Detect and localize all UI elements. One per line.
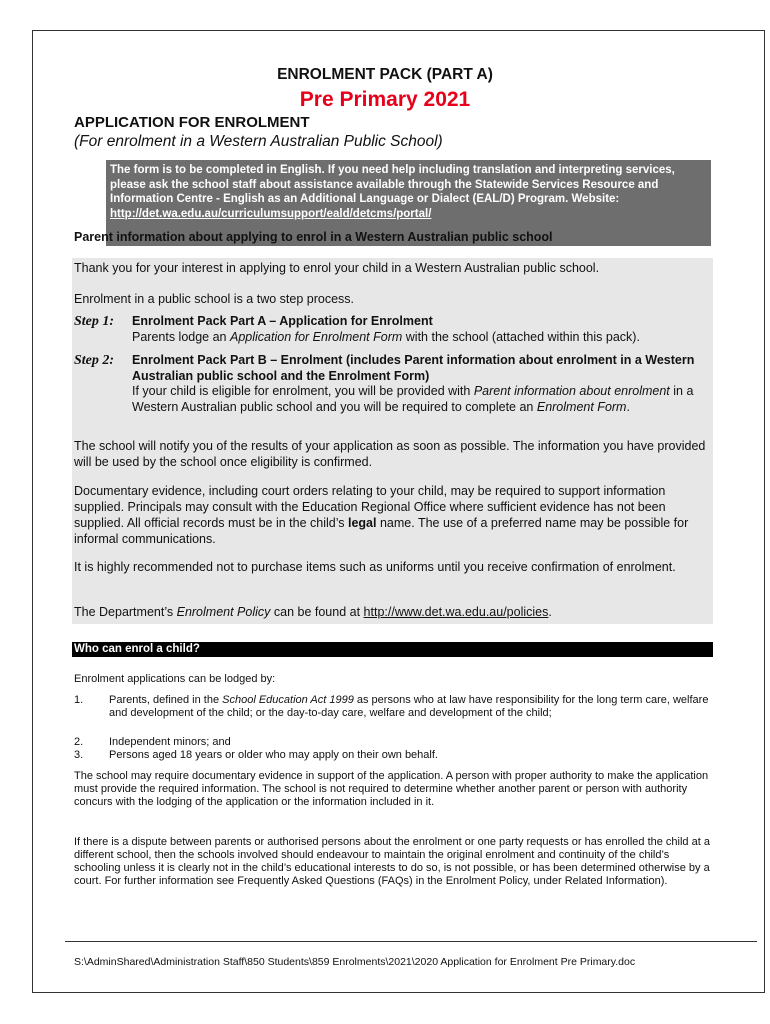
list-item-text-b: as persons who at law have responsibility for the long term care, welfare and development of the child; or the day-to-day care, welfare and development of the child; xyxy=(109,694,709,719)
step-2-text-italic-b: Enrolment Form xyxy=(536,399,627,414)
step-1-label: Step 1: xyxy=(74,314,115,329)
footer-file-path: S:\AdminShared\Administration Staff\850 Students\859 Enrolments\2021\2020 Application for Enrolment Pre Primary.doc xyxy=(74,956,636,968)
evidence-text xyxy=(74,483,714,547)
eald-link[interactable]: http://det.wa.edu.au/curriculumsupport/eald/detcms/portal/ xyxy=(110,207,432,220)
list-item-text: Independent minors; and xyxy=(109,736,231,748)
list-item-number: 2. xyxy=(74,736,84,748)
step-2-text-c: . xyxy=(626,399,630,414)
list-item xyxy=(74,694,714,734)
footer-divider xyxy=(65,941,757,942)
step-2-text-b: in a Western Australian public school and you will be required to complete an xyxy=(132,384,694,414)
uniforms-text: It is highly recommended not to purchase items such as uniforms until you receive confirmation of enrolment. xyxy=(74,560,676,574)
evidence-text-b: name. The use of a preferred name may be possible for informal communications. xyxy=(74,516,689,546)
evidence-text-bold: legal xyxy=(348,516,377,530)
policy-link[interactable]: http://www.det.wa.edu.au/policies xyxy=(363,605,549,619)
two-step-text: Enrolment in a public school is a two step process. xyxy=(74,292,354,306)
step-1-text-b: with the school (attached within this pack). xyxy=(402,329,640,344)
list-item-number: 1. xyxy=(74,694,84,706)
thank-you-text: Thank you for your interest in applying to enrol your child in a Western Australian public school. xyxy=(74,261,600,275)
policy-text-c: . xyxy=(548,605,552,619)
evidence-text-a: Documentary evidence, including court orders relating to your child, may be required to support information supplied. Principals may consult with the Education Regional Office where sufficient evidence has not been supplied. All official records must be in the child’s xyxy=(74,484,666,530)
parent-info-heading: Parent information about applying to enrol in a Western Australian public school xyxy=(74,230,553,244)
who-intro: Enrolment applications can be lodged by: xyxy=(74,673,276,685)
list-item-text: Persons aged 18 years or older who may apply on their own behalf. xyxy=(109,749,438,761)
step-1 xyxy=(74,314,714,346)
list-item-number: 3. xyxy=(74,749,84,761)
step-2-text-a: If your child is eligible for enrolment, you will be provided with xyxy=(132,384,474,398)
step-2-label: Step 2: xyxy=(74,353,115,368)
pack-subtitle: Pre Primary 2021 xyxy=(299,88,471,111)
step-1-text-a: Parents lodge an xyxy=(132,329,230,344)
step-2-text-italic-a: Parent information about enrolment xyxy=(473,384,670,398)
notice-text: The form is to be completed in English. If you need help including translation and interpreting services, please ask the school staff about assistance available through the Statewide Services Resource and Information Centre - English as an Additional Language or Dialect (EAL/D) Program. Website: xyxy=(110,164,675,206)
step-1-title: Enrolment Pack Part A – Application for Enrolment xyxy=(132,314,433,328)
list-item-text-a: Parents, defined in the xyxy=(109,694,223,706)
step-2 xyxy=(74,353,714,433)
pack-title: ENROLMENT PACK (PART A) xyxy=(277,66,493,83)
list-item-text-italic: School Education Act 1999 xyxy=(222,694,354,706)
dispute-text: If there is a dispute between parents or authorised persons about the enrolment or one party requests or has enrolled the child at a different school, then the schools involved should endeavour to maintain the original enrolment and continuity of the child’s schooling unless it is clearly not in the child’s educational interests to do so, is not possible, or has been determined otherwise by a court. For further information see Frequently Asked Questions (FAQs) in the Enrolment Policy, under Related Information). xyxy=(74,836,710,887)
policy-text-b: can be found at xyxy=(270,605,364,619)
list-item xyxy=(74,736,714,749)
notify-text: The school will notify you of the results of your application as soon as possible. The information you have provided will be used by the school once eligibility is confirmed. xyxy=(74,439,706,469)
policy-text-italic: Enrolment Policy xyxy=(176,605,271,619)
policy-text xyxy=(74,604,714,620)
application-title: APPLICATION FOR ENROLMENT xyxy=(74,114,310,131)
application-subtitle: (For enrolment in a Western Australian Public School) xyxy=(74,133,443,150)
step-1-text-italic: Application for Enrolment Form xyxy=(230,329,403,344)
list-item xyxy=(74,749,714,762)
documentary-evidence-text: The school may require documentary evidence in support of the application. A person with proper authority to make the application must provide the required information. The school is not required to determine whether another parent or person with authority concurs with the lodging of the application or the information included in it. xyxy=(74,770,709,808)
policy-text-a: The Department’s xyxy=(74,605,177,619)
who-can-enrol-heading: Who can enrol a child? xyxy=(72,642,713,657)
step-2-title: Enrolment Pack Part B – Enrolment (includes Parent information about enrolment in a Western Australian public school and the Enrolment Form) xyxy=(132,353,695,383)
